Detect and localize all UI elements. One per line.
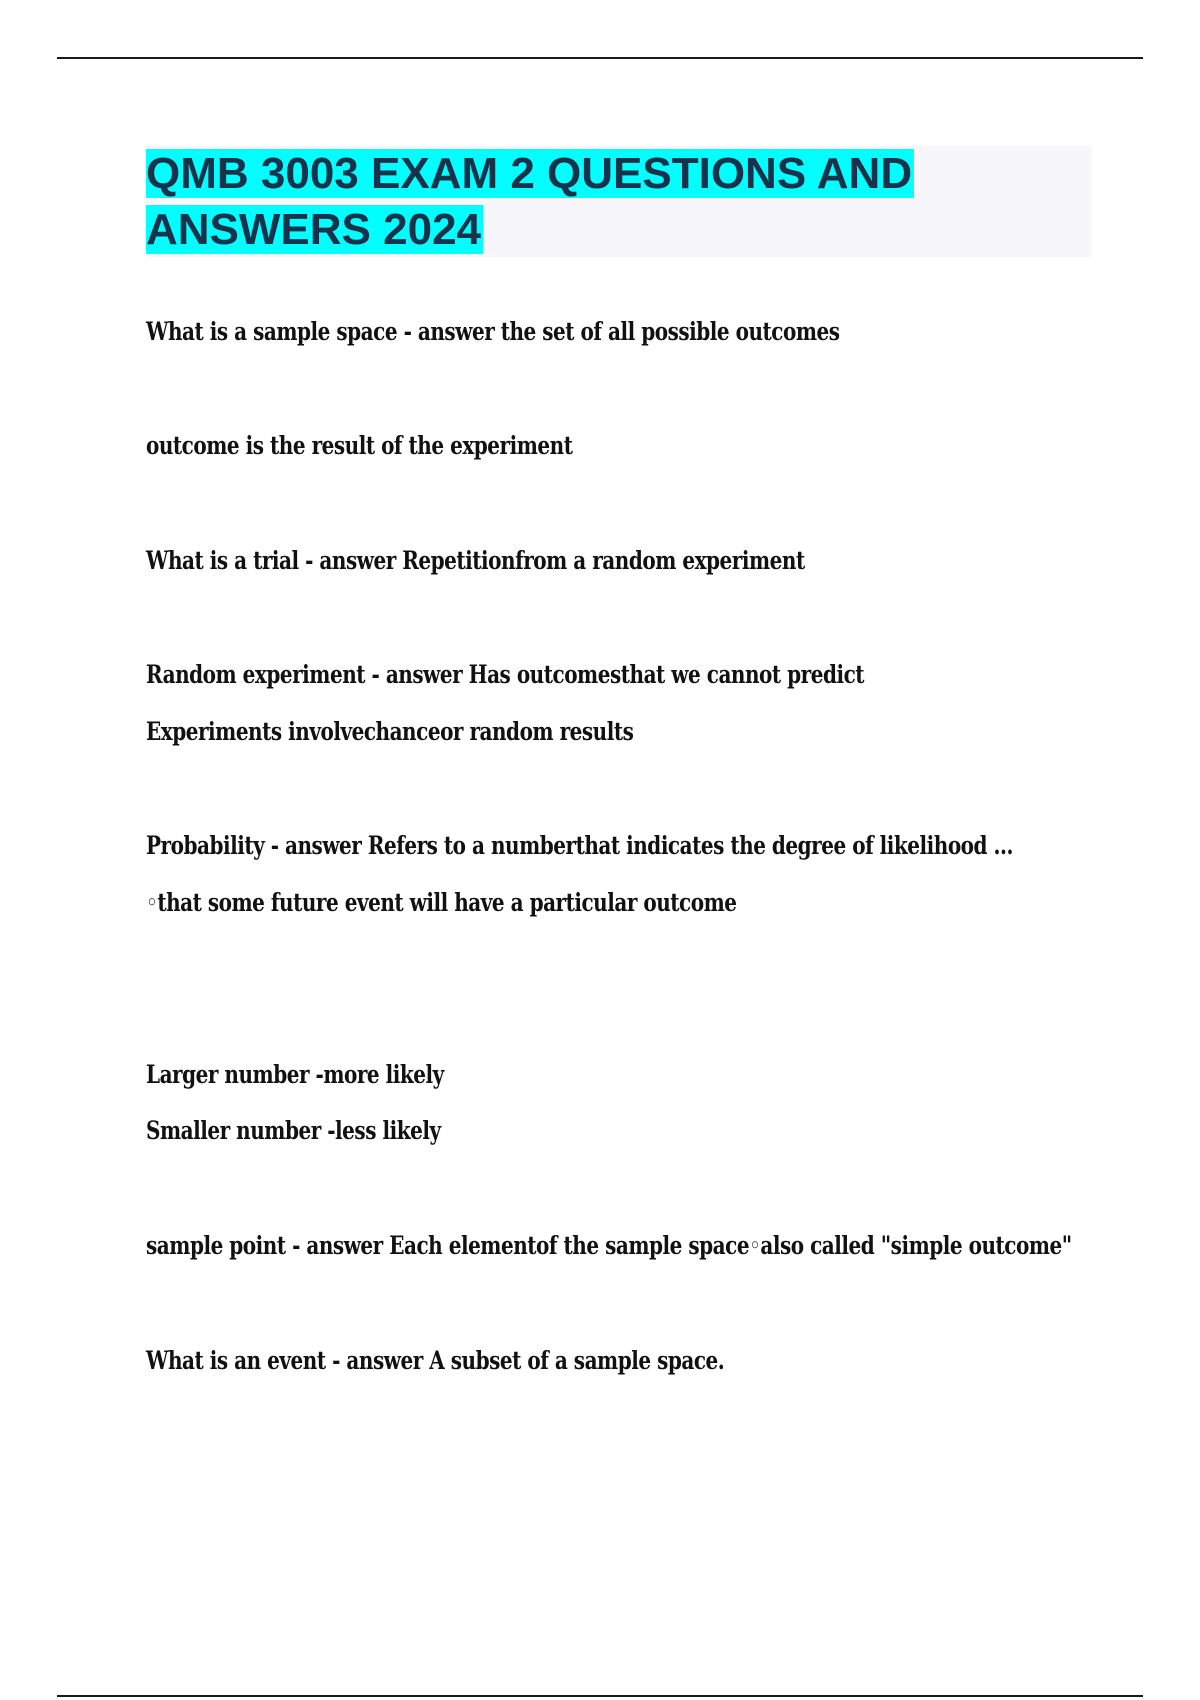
qa-line-trial: What is a trial - answer Repetitionfrom a random experiment	[146, 546, 805, 575]
document-title	[146, 146, 1092, 258]
qa-line-sample-point: sample point - answer Each elementof the sample space◦also called "simple outcome"	[146, 1231, 1072, 1260]
qa-line-event: What is an event - answer A subset of a sample space.	[146, 1346, 725, 1375]
qa-line-random-experiment-cont: Experiments involvechanceor random results	[146, 717, 634, 746]
qa-line-probability-cont: ◦that some future event will have a particular outcome	[146, 888, 737, 917]
qa-line-probability: Probability - answer Refers to a numberthat indicates the degree of likelihood ...	[146, 831, 1013, 860]
bottom-rule	[57, 1695, 1143, 1697]
qa-line-smaller-number: Smaller number -less likely	[146, 1116, 441, 1145]
qa-line-sample-space: What is a sample space - answer the set of all possible outcomes	[146, 317, 840, 346]
title-block	[146, 146, 1092, 257]
qa-line-outcome: outcome is the result of the experiment	[146, 431, 573, 460]
qa-line-larger-number: Larger number -more likely	[146, 1060, 444, 1089]
top-rule	[57, 57, 1143, 59]
qa-line-random-experiment: Random experiment - answer Has outcomesthat we cannot predict	[146, 660, 865, 689]
document-title-text: QMB 3003 EXAM 2 QUESTIONS AND ANSWERS 2024	[146, 149, 913, 254]
